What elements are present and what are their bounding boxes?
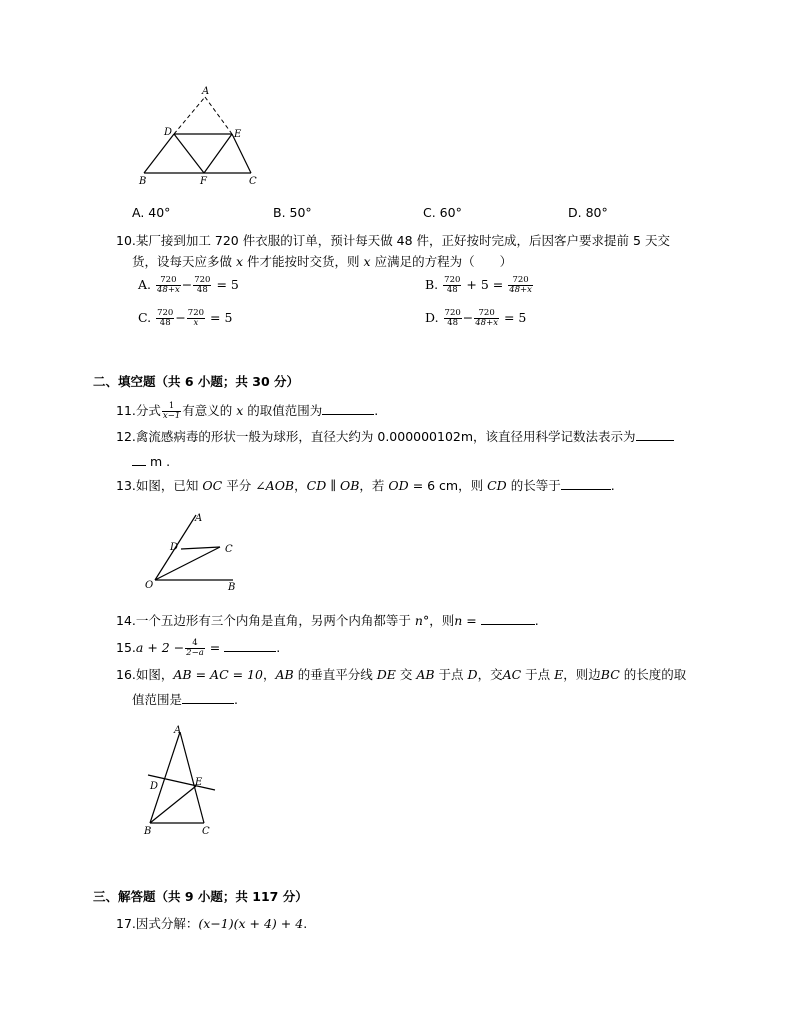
q16-line1: 16.如图，AB = AC = 10，AB 的垂直平分线 DE 交 AB 于点 D，交AC 于点 E，则边BC 的长度的取	[116, 667, 687, 682]
fig13-label-c: C	[225, 544, 233, 555]
q11-number: 11.	[116, 403, 136, 418]
q10-text-1: 某厂接到加工 720 件衣服的订单，预计每天做 48 件，正好按时完成，后因客户要求提前 5 天交	[135, 233, 670, 248]
q12-line1: 12.禽流感病毒的形状一般为球形，直径大约为 0.000000102m，该直径用科学记数法表示为	[116, 429, 674, 445]
q10-choice-a: A. $\frac{720}{48+x}$ − $\frac{720}{48}$ = 5	[138, 275, 239, 295]
q10-c-label: C.	[138, 310, 152, 325]
fig9-label-d: D	[164, 127, 173, 138]
q10-line1	[116, 233, 670, 249]
q10-a-label: A.	[138, 277, 152, 292]
q13-angle-figure	[140, 510, 250, 595]
fig16-label-a: A	[174, 725, 182, 736]
q12-answer-blank-cont[interactable]	[132, 454, 146, 466]
q10-choice-d: D. $\frac{720}{48}$ − $\frac{720}{48+x}$ = 5	[425, 308, 527, 328]
q12-line2: m .	[132, 454, 170, 470]
section-3-heading: 三、解答题（共 9 小题；共 117 分）	[93, 889, 308, 904]
q13: 13.如图，已知 OC 平分 ∠AOB，CD ∥ OB，若 OD = 6 cm，则 CD 的长等于 .	[116, 478, 615, 493]
q10-d-label: D.	[425, 310, 439, 325]
q12-answer-blank[interactable]	[636, 429, 674, 441]
q9-choice-c: C. 60°	[423, 205, 462, 220]
fig9-label-f: F	[200, 176, 207, 187]
q11-answer-blank[interactable]	[322, 403, 374, 415]
fig9-label-c: C	[249, 176, 257, 187]
q9-choice-a: A. 40°	[132, 205, 171, 220]
q16-number: 16.	[116, 667, 136, 682]
q11-frac: $\frac{1}{x-1}$	[162, 401, 181, 421]
q13-answer-blank[interactable]	[561, 478, 611, 490]
q13-number: 13.	[116, 478, 136, 493]
q10-number: 10.	[116, 233, 136, 248]
q9-triangle-figure	[128, 82, 268, 187]
q9-choice-b: B. 50°	[273, 205, 312, 220]
section-2-heading: 二、填空题（共 6 小题；共 30 分）	[93, 374, 300, 389]
q10-line2	[132, 254, 512, 270]
q16-triangle-figure	[138, 722, 223, 840]
q10-b-frac2: $\frac{720}{48+x}$	[509, 275, 532, 295]
fig13-label-o: O	[145, 580, 154, 591]
q16-line2: 值范围是 .	[132, 692, 238, 707]
fig9-label-e: E	[234, 129, 242, 140]
q14-number: 14.	[116, 613, 136, 628]
q10-choice-c: C. $\frac{720}{48}$ − $\frac{720}{x}$ = 5	[138, 308, 233, 328]
q14-answer-blank[interactable]	[481, 613, 535, 625]
q15-frac: $\frac{4}{2-a}$	[186, 638, 204, 658]
fig16-label-e: E	[195, 777, 203, 788]
q10-a-frac1: $\frac{720}{48+x}$	[157, 275, 180, 295]
q16-answer-blank[interactable]	[182, 692, 234, 704]
fig9-label-b: B	[139, 176, 147, 187]
q10-a-frac2: $\frac{720}{48}$	[194, 275, 211, 295]
fig16-label-c: C	[202, 826, 210, 837]
q15: 15.a + 2 − $\frac{4}{2-a}$ = .	[116, 638, 281, 658]
q14: 14.一个五边形有三个内角是直角，另两个内角都等于 n°，则n = .	[116, 613, 539, 628]
fig13-label-a: A	[195, 513, 203, 524]
q10-b-frac1: $\frac{720}{48}$	[444, 275, 461, 295]
q10-d-frac2: $\frac{720}{48+x}$	[475, 308, 498, 328]
q9-choice-d: D. 80°	[568, 205, 608, 220]
q10-d-frac1: $\frac{720}{48}$	[444, 308, 461, 328]
q10-text-2a: 货，设每天应多做	[132, 254, 233, 269]
fig16-label-d: D	[150, 781, 159, 792]
q10-var-x-2: x	[363, 254, 371, 269]
fig9-label-a: A	[202, 86, 210, 97]
q10-var-x: x	[236, 254, 244, 269]
q10-choice-b: B. $\frac{720}{48}$ + 5 = $\frac{720}{48+x}$	[425, 275, 532, 295]
q10-text-2b: 件才能按时交货，则	[247, 254, 360, 269]
q11: 11.分式 $\frac{1}{x-1}$ 有意义的 x 的取值范围为 .	[116, 401, 379, 421]
q12-number: 12.	[116, 429, 136, 444]
q10-c-frac1: $\frac{720}{48}$	[157, 308, 174, 328]
q15-number: 15.	[116, 640, 136, 655]
q10-text-2c: 应满足的方程为（ ）	[374, 254, 513, 269]
q17: 17.因式分解：(x−1)(x + 4) + 4.	[116, 916, 308, 931]
fig13-label-d: D	[170, 542, 179, 553]
fig13-label-b: B	[228, 582, 236, 593]
q17-number: 17.	[116, 916, 136, 931]
q10-b-label: B.	[425, 277, 439, 292]
fig16-label-b: B	[144, 826, 152, 837]
q15-answer-blank[interactable]	[224, 640, 276, 652]
q10-c-frac2: $\frac{720}{x}$	[187, 308, 205, 328]
